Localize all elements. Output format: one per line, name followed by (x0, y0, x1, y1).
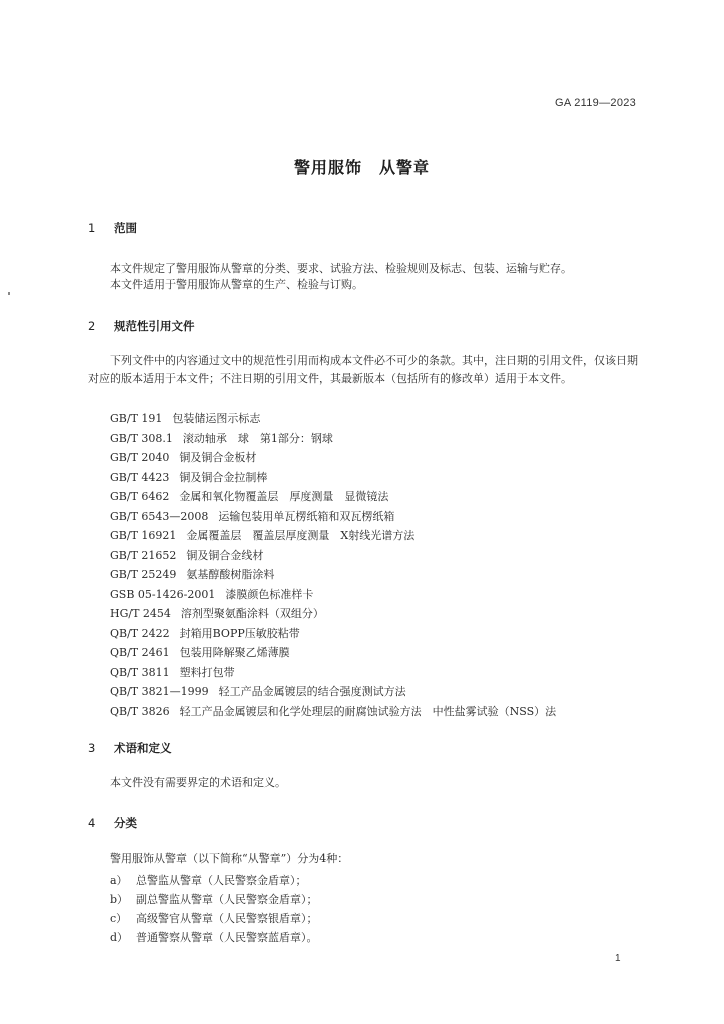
classification-item (110, 929, 318, 945)
reference-title: 金属和氧化物覆盖层 厚度测量 显微镜法 (179, 490, 389, 503)
reference-title: 封箱用BOPP压敏胶粘带 (179, 627, 300, 640)
reference-code: GB/T 6462 (110, 490, 170, 503)
section-number: 4 (88, 816, 96, 830)
reference-item (110, 586, 313, 602)
item-text: 副总警监从警章（人民警察金盾章）； (136, 893, 318, 906)
item-label: d） (110, 931, 129, 944)
reference-item (110, 605, 324, 621)
item-label: c） (110, 912, 128, 925)
section-1-paragraph-1: 本文件规定了警用服饰从警章的分类、要求、试验方法、检验规则及标志、包装、运输与贮存。 (110, 262, 572, 275)
section-1-heading (88, 220, 137, 236)
section-4-intro: 警用服饰从警章（以下简称“从警章”）分为4种： (110, 852, 349, 865)
reference-item (110, 566, 274, 582)
reference-title: 铜及铜合金板材 (179, 451, 257, 464)
section-3-paragraph: 本文件没有需要界定的术语和定义。 (110, 776, 286, 789)
classification-item (110, 910, 318, 926)
item-label: a） (110, 874, 128, 887)
document-title: 警用服饰 从警章 (293, 158, 430, 177)
reference-title: 轻工产品金属镀层和化学处理层的耐腐蚀试验方法 中性盐雾试验（NSS）法 (179, 705, 557, 718)
reference-code: GB/T 25249 (110, 568, 177, 581)
section-title: 规范性引用文件 (114, 319, 195, 333)
reference-code: QB/T 3821—1999 (110, 685, 209, 698)
reference-code: GB/T 2040 (110, 451, 170, 464)
section-title: 分类 (114, 816, 137, 830)
section-4-heading (88, 815, 137, 831)
section-2-heading (88, 318, 195, 334)
section-title: 术语和定义 (114, 741, 172, 755)
reference-item (110, 430, 333, 446)
reference-code: QB/T 3826 (110, 705, 170, 718)
item-text: 高级警官从警章（人民警察银盾章）； (136, 912, 318, 925)
item-text: 总警监从警章（人民警察金盾章）； (136, 874, 307, 887)
reference-code: QB/T 3811 (110, 666, 170, 679)
reference-item (110, 488, 388, 504)
section-number: 3 (88, 741, 96, 755)
reference-code: QB/T 2461 (110, 646, 170, 659)
reference-item (110, 527, 414, 543)
reference-code: GB/T 191 (110, 412, 163, 425)
reference-title: 滚动轴承 球 第1部分：钢球 (182, 432, 333, 445)
reference-code: HG/T 2454 (110, 607, 171, 620)
reference-title: 氨基醇酸树脂涂料 (186, 568, 275, 581)
reference-item (110, 469, 267, 485)
standard-code: GA 2119—2023 (555, 97, 637, 109)
section-1-paragraph-2: 本文件适用于警用服饰从警章的生产、检验与订购。 (110, 278, 363, 291)
section-2-intro: 下列文件中的内容通过文中的规范性引用而构成本文件必不可少的条款。其中，注日期的引用文件，仅该日期对应的版本适用于本文件；不注日期的引用文件，其最新版本（包括所有的修改单）适用于本文件。 (88, 354, 638, 385)
reference-code: GB/T 4423 (110, 471, 170, 484)
reference-code: GB/T 16921 (110, 529, 177, 542)
reference-item (110, 664, 235, 680)
reference-code: GB/T 21652 (110, 549, 177, 562)
section-3-heading (88, 740, 172, 756)
reference-title: 金属覆盖层 覆盖层厚度测量 X射线光谱方法 (186, 529, 415, 542)
page-number: 1 (615, 953, 621, 964)
reference-title: 轻工产品金属镀层的结合强度测试方法 (218, 685, 406, 698)
reference-title: 塑料打包带 (179, 666, 235, 679)
reference-code: QB/T 2422 (110, 627, 170, 640)
reference-title: 包装用降解聚乙烯薄膜 (179, 646, 290, 659)
reference-title: 包装储运图示标志 (172, 412, 261, 425)
reference-item (110, 683, 406, 699)
reference-title: 铜及铜合金拉制棒 (179, 471, 268, 484)
reference-title: 漆膜颜色标准样卡 (225, 588, 314, 601)
reference-code: GB/T 6543—2008 (110, 510, 209, 523)
scan-speck (8, 292, 10, 295)
item-label: b） (110, 893, 129, 906)
classification-item (110, 891, 318, 907)
reference-item (110, 625, 300, 641)
reference-title: 运输包装用单瓦楞纸箱和双瓦楞纸箱 (218, 510, 395, 523)
reference-item (110, 547, 263, 563)
section-number: 2 (88, 319, 96, 333)
classification-item (110, 872, 307, 888)
reference-title: 溶剂型聚氨酯涂料（双组分） (180, 607, 324, 620)
reference-code: GB/T 308.1 (110, 432, 173, 445)
reference-item (110, 508, 394, 524)
reference-title: 铜及铜合金线材 (186, 549, 264, 562)
reference-code: GSB 05-1426-2001 (110, 588, 216, 601)
item-text: 普通警察从警章（人民警察蓝盾章）。 (136, 931, 318, 944)
reference-item (110, 644, 290, 660)
reference-item (110, 703, 556, 719)
section-number: 1 (88, 221, 96, 235)
reference-item (110, 410, 260, 426)
reference-item (110, 449, 256, 465)
section-title: 范围 (114, 221, 137, 235)
